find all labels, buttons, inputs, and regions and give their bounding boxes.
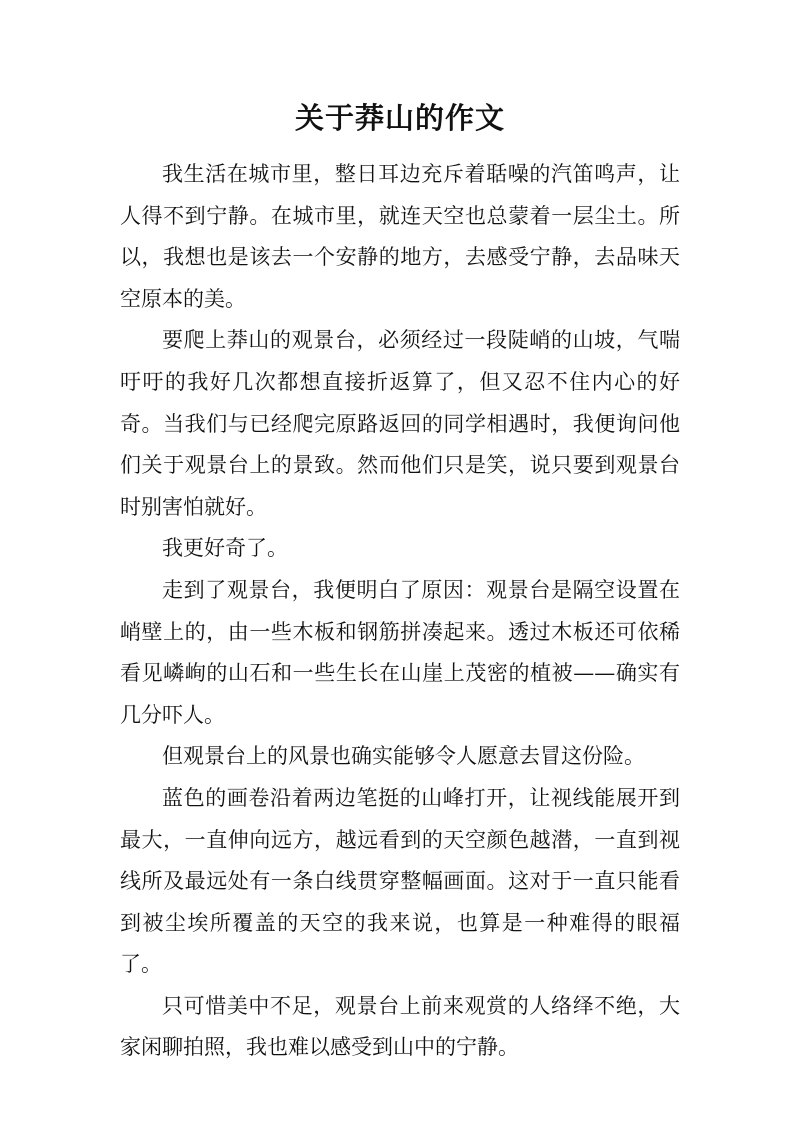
paragraph-6: 蓝色的画卷沿着两边笔挺的山峰打开，让视线能展开到最大，一直伸向远方，越远看到的天空颜色越潜，一直到视线所及最远处有一条白线贯穿整幅画面。这对于一直只能看到被尘埃所覆盖的天空的我来说，也算是一种难得的眼福了。 [120,785,680,977]
document-title: 关于莽山的作文 [294,101,505,135]
paragraph-7: 只可惜美中不足，观景台上前来观赏的人络绎不绝，大家闲聊拍照，我也难以感受到山中的宁静。 [120,993,680,1060]
document-body [120,154,680,1069]
paragraph-2: 要爬上莽山的观景台，必须经过一段陡峭的山坡，气喘吁吁的我好几次都想直接折返算了，但又忍不住内心的好奇。当我们与已经爬完原路返回的同学相遇时，我便询问他们关于观景台上的景致。然而他们只是笑，说只要到观景台时别害怕就好。 [120,328,680,519]
paragraph-1: 我生活在城市里，整日耳边充斥着聒噪的汽笛鸣声，让人得不到宁静。在城市里，就连天空也总蒙着一层尘土。所以，我想也是该去一个安静的地方，去感受宁静，去品味天空原本的美。 [120,162,680,311]
paragraph-5: 但观景台上的风景也确实能够令人愿意去冒这份险。 [162,744,645,769]
paragraph-4: 走到了观景台，我便明白了原因：观景台是隔空设置在峭壁上的，由一些木板和钢筋拼凑起来。透过木板还可依稀看见嶙峋的山石和一些生长在山崖上茂密的植被——确实有几分吓人。 [120,577,680,727]
paragraph-3: 我更好奇了。 [162,536,288,561]
